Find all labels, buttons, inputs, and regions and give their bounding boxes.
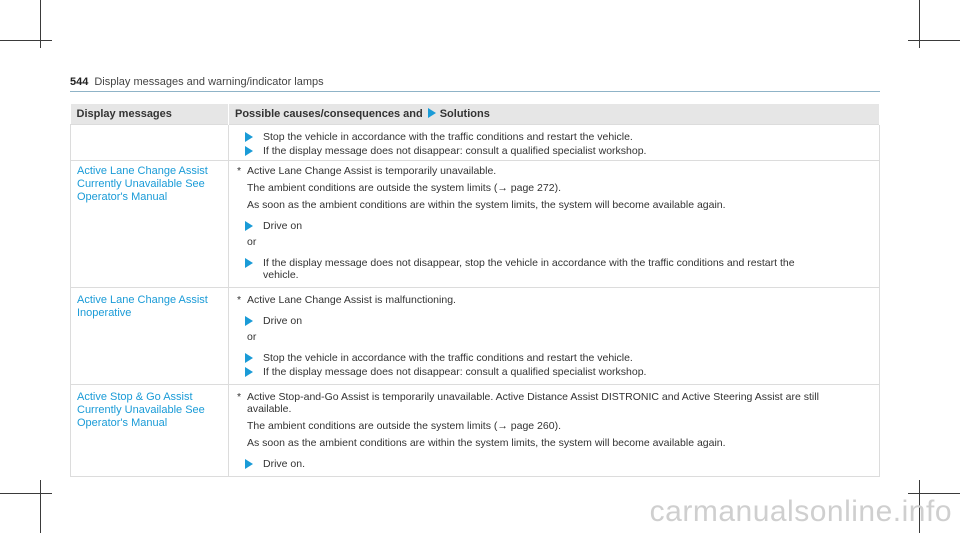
solution-step: Drive on — [235, 315, 873, 327]
step-arrow-icon — [245, 316, 253, 326]
solution-step: Drive on — [235, 220, 873, 232]
step-arrow-icon — [245, 221, 253, 231]
solution-step: Drive on. — [235, 458, 873, 470]
message-text: Active Lane Change Assist Inoperative — [77, 294, 208, 319]
crop-mark — [908, 40, 960, 41]
solution-cell — [229, 288, 880, 385]
page-number: 544 — [70, 76, 89, 88]
info-text: The ambient conditions are outside the system limits (→ page 260). — [247, 420, 561, 432]
info-text: The ambient conditions are outside the system limits (→ page 272). — [247, 182, 561, 194]
note-marker: * — [237, 294, 242, 306]
note-marker: * — [237, 165, 242, 177]
section-title: Display messages and warning/indicator lamps — [94, 76, 324, 88]
or-text: or — [247, 331, 257, 343]
header-rule — [70, 91, 880, 92]
message-text: Active Stop & Go Assist Currently Unavailable See Operator's Manual — [77, 391, 205, 429]
watermark: carmanualsonline.info — [649, 495, 952, 528]
step-arrow-icon — [245, 132, 253, 142]
display-messages-table — [70, 104, 880, 477]
table-header-row — [71, 104, 880, 125]
column-header-messages: Display messages — [71, 104, 229, 125]
crop-mark — [0, 493, 52, 494]
solution-step: If the display message does not disappear, stop the vehicle in accordance with the traffic conditions and restart the vehicle. — [235, 257, 873, 281]
message-cell — [71, 288, 229, 385]
crop-mark — [908, 493, 960, 494]
step-arrow-icon — [245, 367, 253, 377]
message-cell — [71, 125, 229, 161]
message-cell — [71, 161, 229, 288]
crop-mark — [0, 40, 52, 41]
cause-note: * Active Lane Change Assist is malfunctioning. — [237, 294, 456, 306]
message-text: Active Lane Change Assist Currently Unavailable See Operator's Manual — [77, 165, 208, 203]
solution-cell — [229, 161, 880, 288]
column-header-causes-text: Possible causes/consequences and — [235, 108, 423, 120]
crop-mark — [40, 480, 41, 533]
solution-arrow-icon — [428, 108, 436, 118]
step-arrow-icon — [245, 353, 253, 363]
note-marker: * — [237, 391, 242, 403]
step-arrow-icon — [245, 459, 253, 469]
message-cell — [71, 385, 229, 477]
table-row — [71, 125, 880, 161]
table-row — [71, 161, 880, 288]
info-text: As soon as the ambient conditions are within the system limits, the system will become available again. — [247, 437, 726, 449]
step-arrow-icon — [245, 258, 253, 268]
page-header — [70, 76, 324, 88]
table-row — [71, 288, 880, 385]
cause-note: * Active Stop-and-Go Assist is temporarily unavailable. Active Distance Assist DISTRONIC and Active Steering Assist are still available. — [237, 391, 819, 415]
cause-note: * Active Lane Change Assist is temporarily unavailable. — [237, 165, 497, 177]
solution-step: If the display message does not disappear: consult a qualified specialist workshop. — [235, 145, 873, 157]
step-arrow-icon — [245, 146, 253, 156]
solution-cell — [229, 125, 880, 161]
solution-cell — [229, 385, 880, 477]
solution-step: Stop the vehicle in accordance with the traffic conditions and restart the vehicle. — [235, 131, 873, 143]
table-row — [71, 385, 880, 477]
info-text: As soon as the ambient conditions are within the system limits, the system will become available again. — [247, 199, 726, 211]
column-header-causes — [229, 104, 880, 125]
or-text: or — [247, 236, 257, 248]
solution-step: If the display message does not disappear: consult a qualified specialist workshop. — [235, 366, 873, 378]
column-header-solutions-text: Solutions — [439, 108, 490, 120]
solution-step: Stop the vehicle in accordance with the traffic conditions and restart the vehicle. — [235, 352, 873, 364]
